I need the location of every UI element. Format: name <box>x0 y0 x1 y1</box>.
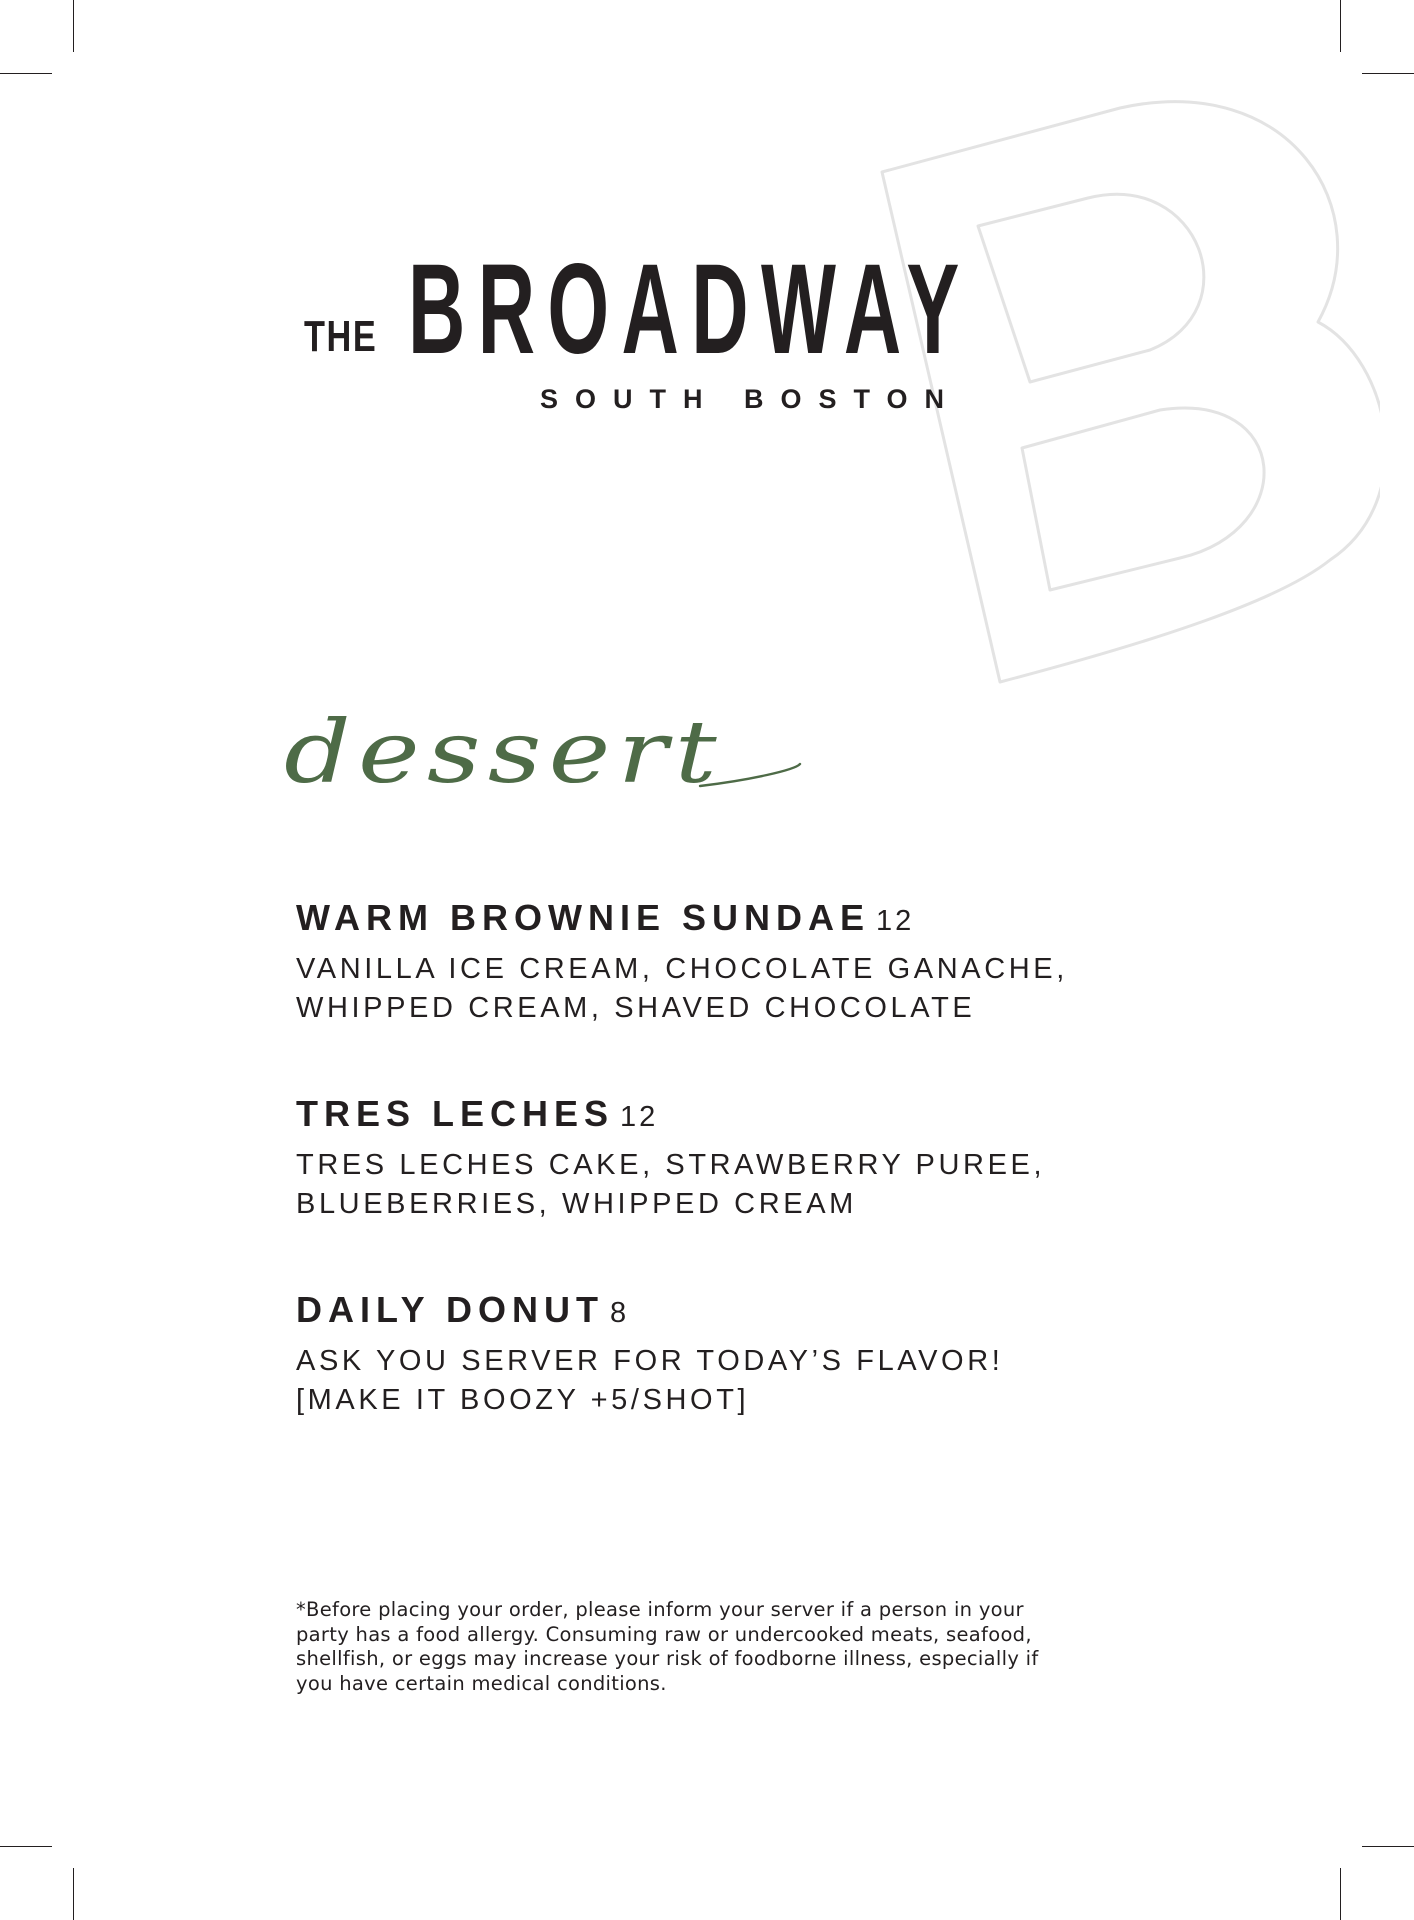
restaurant-logo <box>300 238 1120 422</box>
menu-item-header <box>296 1290 1196 1338</box>
logo-prefix: THE <box>304 312 378 361</box>
b-outline-lower-counter <box>1022 408 1264 590</box>
menu-item-description-line: BLUEBERRIES, WHIPPED CREAM <box>296 1188 857 1220</box>
menu-item-description <box>296 1146 1196 1224</box>
crop-mark-bottom-right-vertical <box>1340 1868 1341 1920</box>
disclaimer-line: shellfish, or eggs may increase your risk of foodborne illness, especially if <box>296 1647 1039 1670</box>
menu-item-price: 12 <box>620 1101 659 1133</box>
menu-item <box>296 1290 1196 1420</box>
menu-item-price: 12 <box>875 905 915 937</box>
dessert-menu <box>296 898 1196 1486</box>
menu-item-description-line: ASK YOU SERVER FOR TODAY’S FLAVOR! <box>296 1345 1004 1377</box>
disclaimer-line: party has a food allergy. Consuming raw or undercooked meats, seafood, <box>296 1622 1032 1646</box>
disclaimer-line: you have certain medical conditions. <box>296 1671 667 1695</box>
menu-item-name: DAILY DONUT <box>296 1289 605 1330</box>
menu-item-description <box>296 950 1196 1028</box>
menu-item-description-line: WHIPPED CREAM, SHAVED CHOCOLATE <box>296 992 976 1024</box>
section-title-text: dessert <box>284 703 724 803</box>
section-title <box>280 700 820 820</box>
menu-item-header <box>296 898 1196 946</box>
crop-mark-top-right-vertical <box>1340 0 1341 52</box>
crop-mark-bottom-left-horizontal <box>0 1846 52 1847</box>
disclaimer-line: *Before placing your order, please inform your server if a person in your <box>296 1598 1024 1621</box>
menu-item-description-line: [MAKE IT BOOZY +5/SHOT] <box>296 1384 750 1416</box>
crop-mark-bottom-left-vertical <box>73 1868 74 1920</box>
menu-item-price: 8 <box>610 1297 630 1329</box>
crop-mark-top-right-horizontal <box>1362 73 1414 74</box>
menu-item-name: TRES LECHES <box>296 1093 615 1134</box>
menu-item <box>296 1094 1196 1224</box>
logo-name: BROADWAY <box>408 238 972 381</box>
menu-item-description-line: TRES LECHES CAKE, STRAWBERRY PUREE, <box>296 1149 1046 1181</box>
crop-mark-bottom-right-horizontal <box>1362 1846 1414 1847</box>
menu-item-description <box>296 1342 1196 1420</box>
menu-item-name: WARM BROWNIE SUNDAE <box>296 897 870 938</box>
allergy-disclaimer <box>296 1598 1086 1696</box>
crop-mark-top-left-vertical <box>73 0 74 52</box>
menu-item-header <box>296 1094 1196 1142</box>
menu-item <box>296 898 1196 1028</box>
logo-subtitle: SOUTH BOSTON <box>540 384 962 414</box>
crop-mark-top-left-horizontal <box>0 73 52 74</box>
menu-item-description-line: VANILLA ICE CREAM, CHOCOLATE GANACHE, <box>296 953 1068 985</box>
